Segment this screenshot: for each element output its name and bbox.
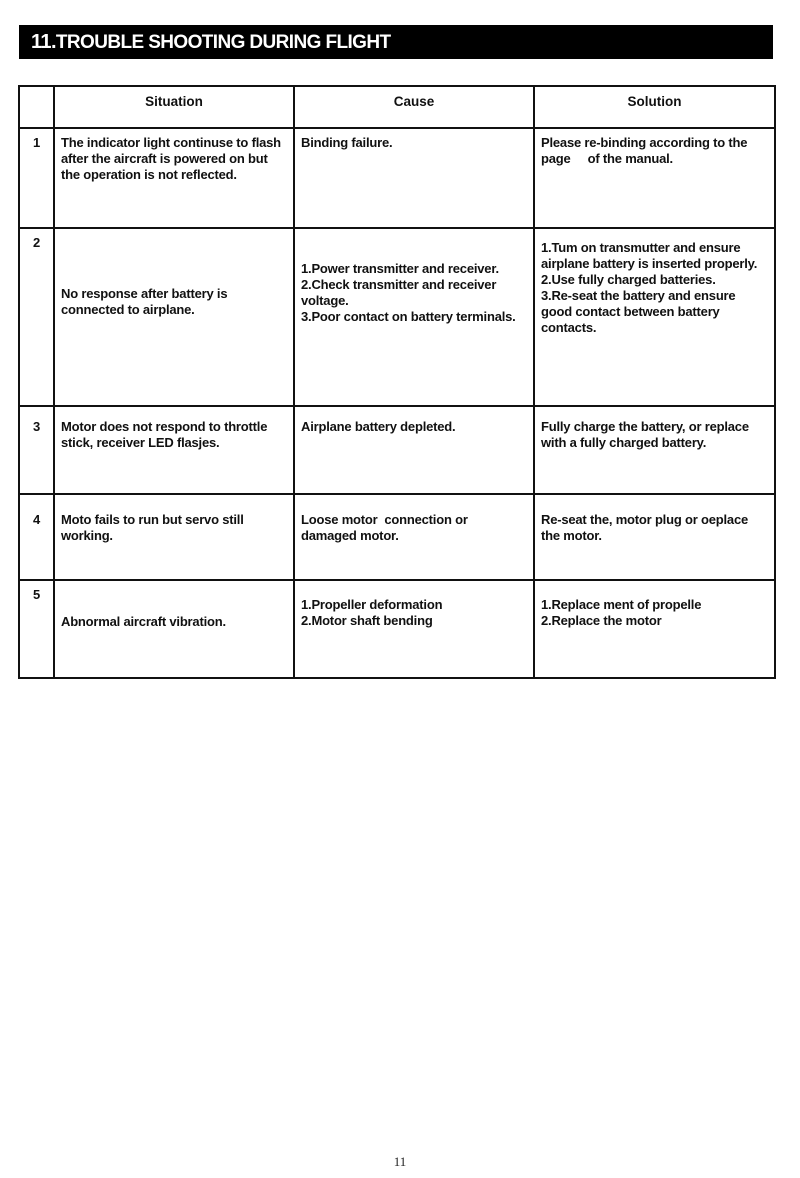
cause-line: 1.Propeller deformation (301, 597, 443, 612)
solution-line: the motor. (541, 528, 602, 543)
solution-cell (534, 406, 775, 494)
cause-line: damaged motor. (301, 528, 399, 543)
solution-cell (534, 228, 775, 406)
cause-cell (294, 494, 534, 580)
row-number: 5 (19, 580, 54, 678)
situation-line: No response after battery is (61, 286, 228, 301)
table-row (19, 128, 775, 228)
row-number: 3 (19, 406, 54, 494)
solution-line: with a fully charged battery. (541, 435, 707, 450)
cause-line: 2.Check transmitter and receiver (301, 277, 497, 292)
cause-line: Loose motor connection or (301, 512, 468, 527)
solution-line: airplane battery is inserted properly. (541, 256, 758, 271)
solution-line: 2.Replace the motor (541, 613, 662, 628)
row-number: 2 (19, 228, 54, 406)
table-row (19, 580, 775, 678)
cause-line: Binding failure. (301, 135, 393, 150)
solution-cell (534, 128, 775, 228)
solution-line: good contact between battery (541, 304, 720, 319)
situation-line: Motor does not respond to throttle (61, 419, 268, 434)
page-number: 11 (393, 1154, 407, 1169)
situation-cell (54, 228, 294, 406)
table-row (19, 494, 775, 580)
cause-cell (294, 228, 534, 406)
situation-cell (54, 406, 294, 494)
header-number (19, 86, 54, 128)
solution-line: contacts. (541, 320, 597, 335)
section-title-text: TROUBLE SHOOTING DURING FLIGHT (55, 31, 391, 53)
cause-line: Airplane battery depleted. (301, 419, 456, 434)
header-solution: Solution (534, 86, 775, 128)
solution-line: 1.Tum on transmutter and ensure (541, 240, 741, 255)
table-header-row (19, 86, 775, 128)
situation-cell (54, 494, 294, 580)
section-number: 11. (31, 30, 56, 53)
row-number: 1 (19, 128, 54, 228)
situation-cell (54, 128, 294, 228)
solution-line: 2.Use fully charged batteries. (541, 272, 716, 287)
cause-cell (294, 580, 534, 678)
solution-cell (534, 494, 775, 580)
situation-line: after the aircraft is powered on but (61, 151, 268, 166)
cause-line: 3.Poor contact on battery terminals. (301, 309, 516, 324)
situation-line: stick, receiver LED flasjes. (61, 435, 220, 450)
solution-line: Re-seat the, motor plug or oeplace (541, 512, 749, 527)
solution-line: Fully charge the battery, or replace (541, 419, 749, 434)
table-row (19, 228, 775, 406)
solution-line: 3.Re-seat the battery and ensure (541, 288, 736, 303)
section-title-bar (19, 25, 773, 59)
solution-line: page of the manual. (541, 151, 673, 166)
situation-line: the operation is not reflected. (61, 167, 237, 182)
solution-line: 1.Replace ment of propelle (541, 597, 702, 612)
section-title (31, 31, 390, 54)
cause-line: voltage. (301, 293, 349, 308)
cause-line: 2.Motor shaft bending (301, 613, 433, 628)
cause-cell (294, 406, 534, 494)
table-row (19, 406, 775, 494)
situation-line: Moto fails to run but servo still (61, 512, 244, 527)
header-cause: Cause (294, 86, 534, 128)
solution-cell (534, 580, 775, 678)
row-number: 4 (19, 494, 54, 580)
header-situation: Situation (54, 86, 294, 128)
situation-line: connected to airplane. (61, 302, 195, 317)
solution-line: Please re-binding according to the (541, 135, 748, 150)
situation-line: working. (61, 528, 113, 543)
situation-cell (54, 580, 294, 678)
cause-line: 1.Power transmitter and receiver. (301, 261, 499, 276)
cause-cell (294, 128, 534, 228)
situation-line: The indicator light continuse to flash (61, 135, 281, 150)
situation-line: Abnormal aircraft vibration. (61, 614, 226, 629)
troubleshooting-table (18, 85, 776, 679)
